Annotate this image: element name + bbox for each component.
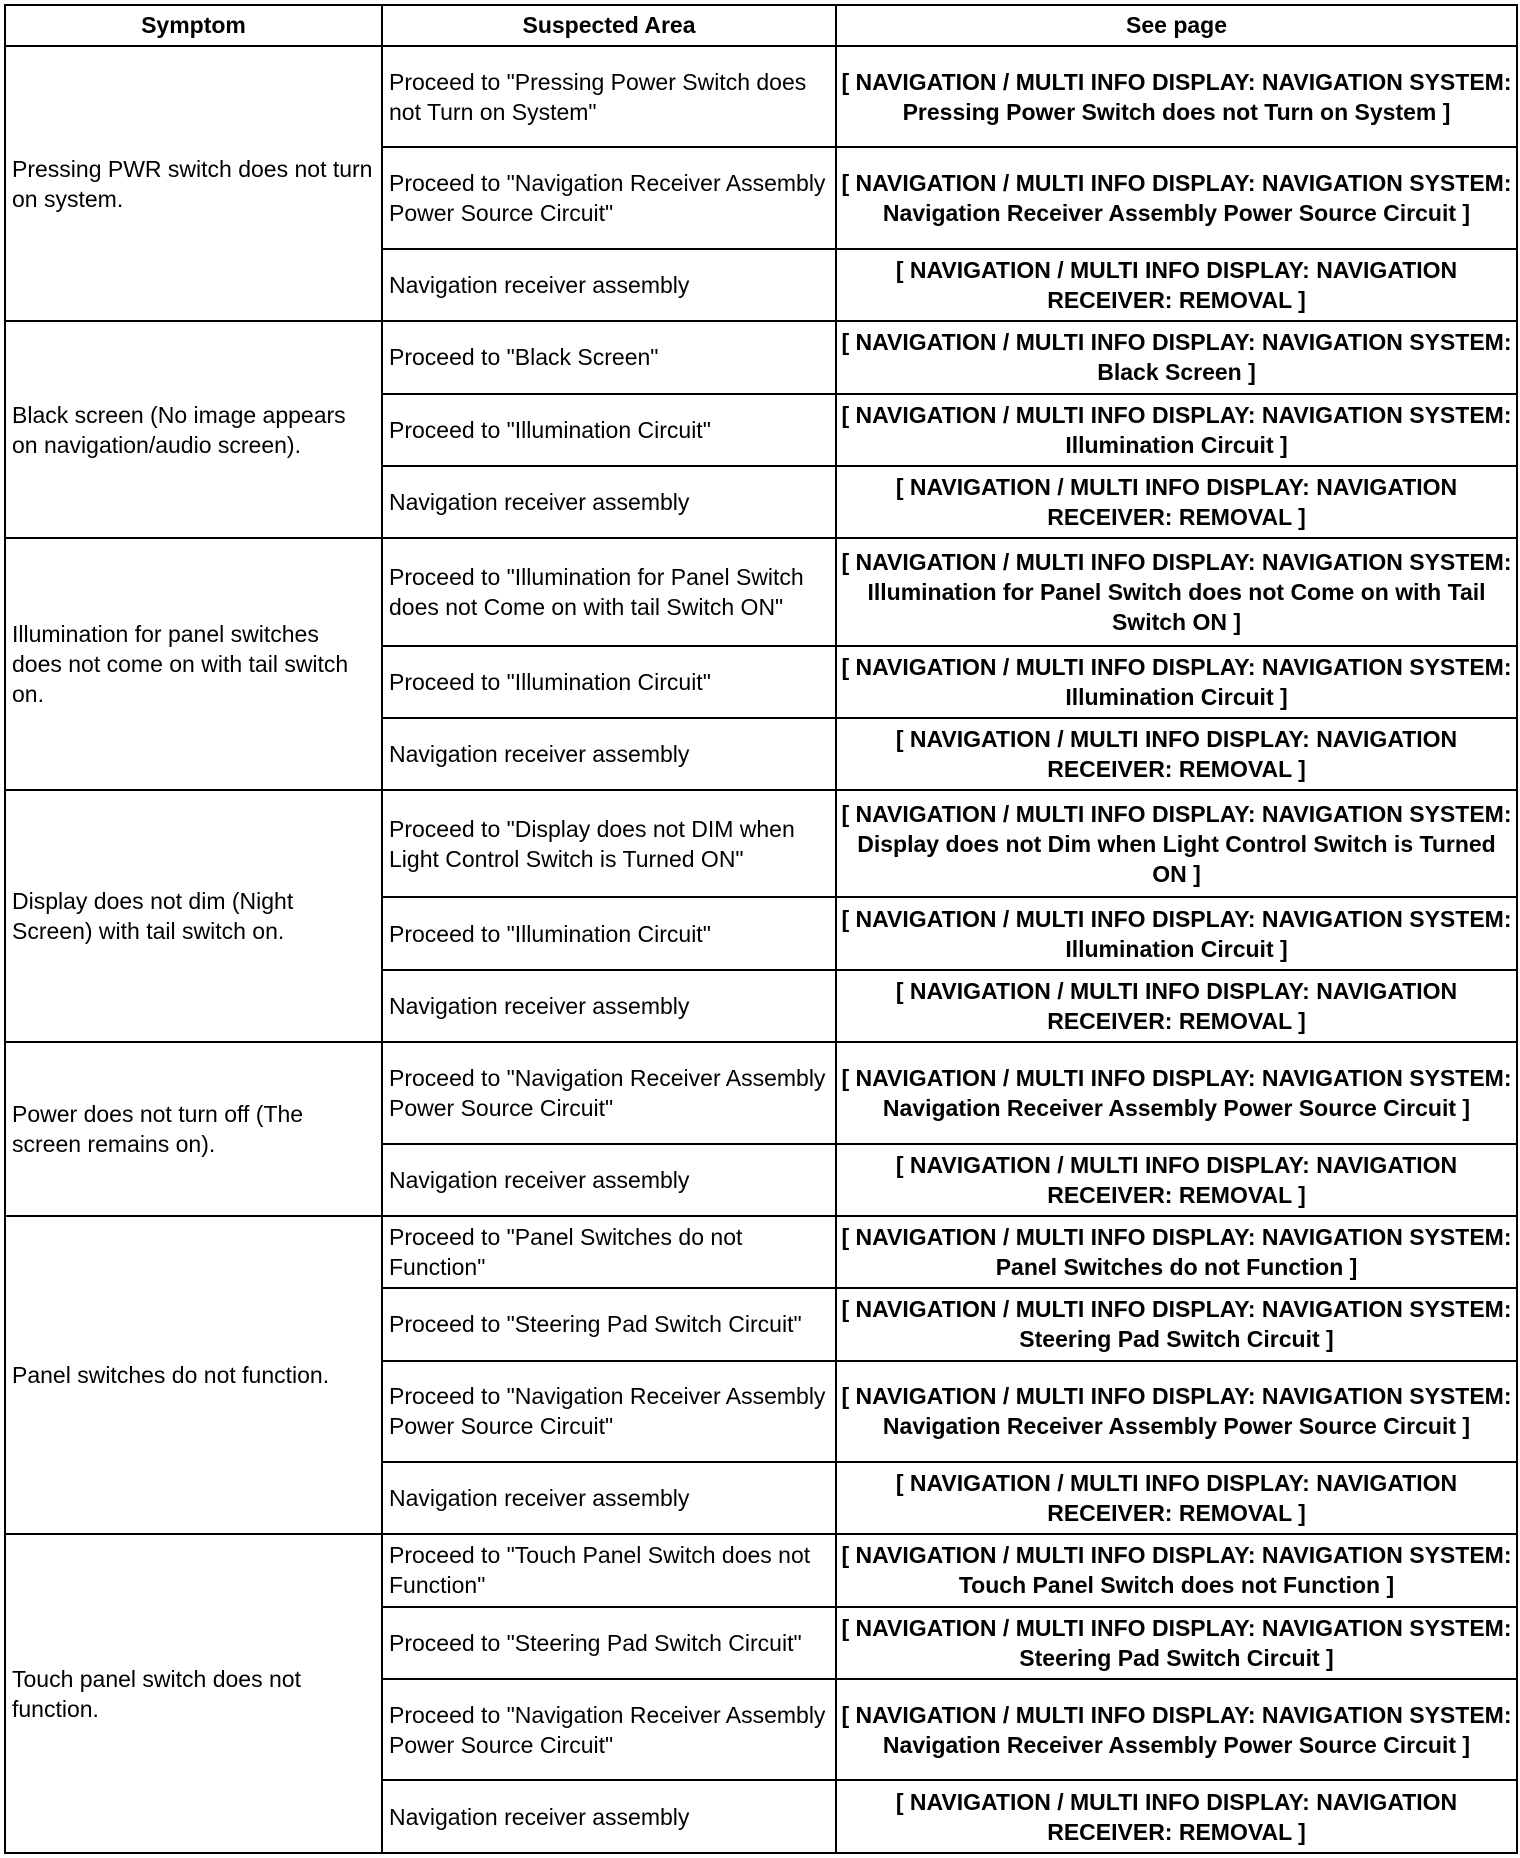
see-page-reference-link[interactable]: [ NAVIGATION / MULTI INFO DISPLAY: NAVIGATION SYSTEM: Pressing Power Switch does not Turn on System ]: [836, 46, 1517, 147]
suspected-area-cell: Navigation receiver assembly: [382, 466, 836, 538]
see-page-reference-link[interactable]: [ NAVIGATION / MULTI INFO DISPLAY: NAVIGATION RECEIVER: REMOVAL ]: [836, 466, 1517, 538]
suspected-area-cell: Navigation receiver assembly: [382, 1462, 836, 1534]
header-row: [5, 5, 1517, 46]
see-page-reference-link[interactable]: [ NAVIGATION / MULTI INFO DISPLAY: NAVIGATION SYSTEM: Navigation Receiver Assembly Power Source Circuit ]: [836, 1042, 1517, 1143]
suspected-area-cell: Proceed to "Illumination for Panel Switch does not Come on with tail Switch ON": [382, 538, 836, 645]
suspected-area-cell: Proceed to "Illumination Circuit": [382, 394, 836, 466]
suspected-area-cell: Proceed to "Pressing Power Switch does not Turn on System": [382, 46, 836, 147]
table-body: [5, 46, 1517, 1853]
header-see-page: See page: [836, 5, 1517, 46]
symptom-cell: Black screen (No image appears on navigation/audio screen).: [5, 321, 382, 538]
table-row: [5, 538, 1517, 645]
see-page-reference-link[interactable]: [ NAVIGATION / MULTI INFO DISPLAY: NAVIGATION SYSTEM: Black Screen ]: [836, 321, 1517, 393]
see-page-reference-link[interactable]: [ NAVIGATION / MULTI INFO DISPLAY: NAVIGATION RECEIVER: REMOVAL ]: [836, 718, 1517, 790]
symptom-cell: Pressing PWR switch does not turn on system.: [5, 46, 382, 321]
suspected-area-cell: Proceed to "Navigation Receiver Assembly Power Source Circuit": [382, 1042, 836, 1143]
suspected-area-cell: Proceed to "Navigation Receiver Assembly Power Source Circuit": [382, 1679, 836, 1780]
suspected-area-cell: Proceed to "Touch Panel Switch does not Function": [382, 1534, 836, 1606]
suspected-area-cell: Navigation receiver assembly: [382, 249, 836, 321]
see-page-reference-link[interactable]: [ NAVIGATION / MULTI INFO DISPLAY: NAVIGATION SYSTEM: Illumination Circuit ]: [836, 394, 1517, 466]
see-page-reference-link[interactable]: [ NAVIGATION / MULTI INFO DISPLAY: NAVIGATION SYSTEM: Display does not Dim when Light Control Switch is Turned ON ]: [836, 790, 1517, 897]
see-page-reference-link[interactable]: [ NAVIGATION / MULTI INFO DISPLAY: NAVIGATION RECEIVER: REMOVAL ]: [836, 1462, 1517, 1534]
problem-symptoms-table: [4, 4, 1518, 1854]
suspected-area-cell: Proceed to "Panel Switches do not Function": [382, 1216, 836, 1288]
suspected-area-cell: Proceed to "Illumination Circuit": [382, 897, 836, 969]
see-page-reference-link[interactable]: [ NAVIGATION / MULTI INFO DISPLAY: NAVIGATION SYSTEM: Illumination for Panel Switch does not Come on with Tail Switch ON ]: [836, 538, 1517, 645]
header-symptom: Symptom: [5, 5, 382, 46]
suspected-area-cell: Proceed to "Steering Pad Switch Circuit": [382, 1288, 836, 1360]
see-page-reference-link[interactable]: [ NAVIGATION / MULTI INFO DISPLAY: NAVIGATION RECEIVER: REMOVAL ]: [836, 1144, 1517, 1216]
table-row: [5, 46, 1517, 147]
see-page-reference-link[interactable]: [ NAVIGATION / MULTI INFO DISPLAY: NAVIGATION SYSTEM: Panel Switches do not Function ]: [836, 1216, 1517, 1288]
see-page-reference-link[interactable]: [ NAVIGATION / MULTI INFO DISPLAY: NAVIGATION SYSTEM: Navigation Receiver Assembly Power Source Circuit ]: [836, 1361, 1517, 1462]
suspected-area-cell: Navigation receiver assembly: [382, 1144, 836, 1216]
suspected-area-cell: Proceed to "Navigation Receiver Assembly Power Source Circuit": [382, 1361, 836, 1462]
see-page-reference-link[interactable]: [ NAVIGATION / MULTI INFO DISPLAY: NAVIGATION SYSTEM: Steering Pad Switch Circuit ]: [836, 1607, 1517, 1679]
suspected-area-cell: Navigation receiver assembly: [382, 718, 836, 790]
symptom-cell: Illumination for panel switches does not come on with tail switch on.: [5, 538, 382, 790]
suspected-area-cell: Proceed to "Steering Pad Switch Circuit": [382, 1607, 836, 1679]
symptom-cell: Panel switches do not function.: [5, 1216, 382, 1534]
see-page-reference-link[interactable]: [ NAVIGATION / MULTI INFO DISPLAY: NAVIGATION SYSTEM: Illumination Circuit ]: [836, 646, 1517, 718]
suspected-area-cell: Navigation receiver assembly: [382, 970, 836, 1042]
header-suspected-area: Suspected Area: [382, 5, 836, 46]
symptom-cell: Power does not turn off (The screen remains on).: [5, 1042, 382, 1216]
table-row: [5, 790, 1517, 897]
see-page-reference-link[interactable]: [ NAVIGATION / MULTI INFO DISPLAY: NAVIGATION SYSTEM: Touch Panel Switch does not Function ]: [836, 1534, 1517, 1606]
see-page-reference-link[interactable]: [ NAVIGATION / MULTI INFO DISPLAY: NAVIGATION SYSTEM: Illumination Circuit ]: [836, 897, 1517, 969]
see-page-reference-link[interactable]: [ NAVIGATION / MULTI INFO DISPLAY: NAVIGATION SYSTEM: Navigation Receiver Assembly Power Source Circuit ]: [836, 147, 1517, 248]
suspected-area-cell: Proceed to "Display does not DIM when Light Control Switch is Turned ON": [382, 790, 836, 897]
symptom-cell: Touch panel switch does not function.: [5, 1534, 382, 1853]
suspected-area-cell: Proceed to "Illumination Circuit": [382, 646, 836, 718]
suspected-area-cell: Proceed to "Navigation Receiver Assembly Power Source Circuit": [382, 147, 836, 248]
troubleshooting-document: [4, 4, 1516, 1854]
see-page-reference-link[interactable]: [ NAVIGATION / MULTI INFO DISPLAY: NAVIGATION SYSTEM: Steering Pad Switch Circuit ]: [836, 1288, 1517, 1360]
table-row: [5, 1042, 1517, 1143]
table-row: [5, 1216, 1517, 1288]
see-page-reference-link[interactable]: [ NAVIGATION / MULTI INFO DISPLAY: NAVIGATION RECEIVER: REMOVAL ]: [836, 970, 1517, 1042]
see-page-reference-link[interactable]: [ NAVIGATION / MULTI INFO DISPLAY: NAVIGATION SYSTEM: Navigation Receiver Assembly Power Source Circuit ]: [836, 1679, 1517, 1780]
table-header: [5, 5, 1517, 46]
suspected-area-cell: Navigation receiver assembly: [382, 1780, 836, 1853]
see-page-reference-link[interactable]: [ NAVIGATION / MULTI INFO DISPLAY: NAVIGATION RECEIVER: REMOVAL ]: [836, 1780, 1517, 1853]
table-row: [5, 321, 1517, 393]
symptom-cell: Display does not dim (Night Screen) with tail switch on.: [5, 790, 382, 1042]
table-row: [5, 1534, 1517, 1606]
see-page-reference-link[interactable]: [ NAVIGATION / MULTI INFO DISPLAY: NAVIGATION RECEIVER: REMOVAL ]: [836, 249, 1517, 321]
suspected-area-cell: Proceed to "Black Screen": [382, 321, 836, 393]
